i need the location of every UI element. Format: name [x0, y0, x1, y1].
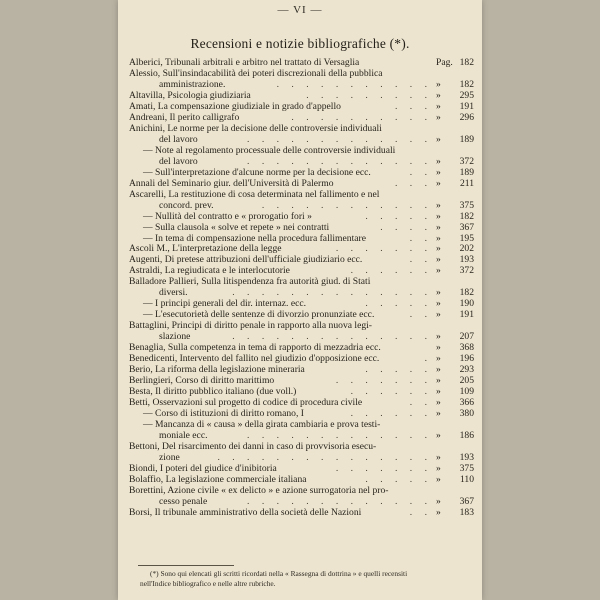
entry-text: — Mancanza di « causa » della girata cambiaria e prova testi- — [143, 418, 381, 430]
leader-dots: . . . . . . . . . . . — [276, 78, 432, 90]
entry-text: — I principi generali del dir. internaz. ecc. — [143, 298, 307, 310]
page-prefix: » — [436, 298, 441, 310]
page-ref-number: 193 — [459, 254, 474, 266]
page-ref-number: 367 — [459, 495, 474, 507]
entry-text: Alberici, Tribunali arbitrali e arbitro nel trattato di Versaglia — [129, 57, 360, 68]
leader-dots: . . — [409, 166, 432, 178]
index-entry-line — [129, 168, 474, 179]
page-prefix: » — [436, 473, 441, 485]
page-ref-number: 366 — [459, 397, 474, 409]
page-prefix: » — [436, 232, 441, 244]
entry-text: Augenti, Di pretese attribuzioni dell'ufficiale giudiziario ecc. — [129, 254, 363, 266]
page-ref-number: 196 — [459, 353, 474, 365]
entry-text: Bolaffio, La legislazione commerciale italiana — [129, 473, 307, 485]
leader-dots: . . . . . . . . . . . . . — [247, 133, 432, 145]
entry-text: Bettoni, Del risarcimento dei danni in caso di provvisoria esecu- — [129, 440, 377, 452]
page-prefix: » — [436, 254, 441, 266]
page-prefix: » — [436, 155, 441, 167]
entry-text: del lavoro — [159, 133, 198, 145]
page-ref-number: 183 — [459, 506, 474, 518]
entry-text: Alessio, Sull'insindacabilità dei poteri discrezionali della pubblica — [129, 67, 383, 79]
entry-text: Biondi, I poteri del giudice d'inibitoria — [129, 462, 277, 474]
page-ref-number: 205 — [459, 375, 474, 387]
leader-dots: . . . . . . — [350, 408, 432, 419]
entry-text: Borettini, Azione civile « ex delicto » e azione surrogatoria nel pro- — [129, 484, 389, 496]
leader-dots: . . . . . . . . . . . . . — [247, 429, 432, 441]
page-ref-number: 109 — [459, 386, 474, 398]
entry-text: Benedicenti, Intervento del fallito nel giudizio d'opposizione ecc. — [129, 353, 380, 365]
page-ref-number: 202 — [459, 243, 474, 255]
entry-text: del lavoro — [159, 155, 198, 167]
entry-text: Berlingieri, Corso di diritto marittimo — [129, 375, 275, 387]
entry-text: diversi. — [159, 287, 188, 299]
leader-dots: . . — [409, 254, 432, 266]
leader-dots: . . — [409, 506, 432, 518]
page-ref-number: 191 — [459, 100, 474, 112]
page-prefix: » — [436, 495, 441, 507]
entry-text: zione — [159, 451, 180, 463]
leader-dots: . . . — [395, 100, 432, 112]
page-ref-number: 193 — [459, 451, 474, 463]
page-prefix: » — [436, 386, 441, 398]
entry-text: Besta, Il diritto pubblico italiano (due voll.) — [129, 386, 297, 398]
page-ref-number: 375 — [459, 199, 474, 211]
leader-dots: . . . . . — [365, 364, 432, 376]
page-ref-number: 186 — [459, 429, 474, 441]
page-prefix: » — [436, 462, 441, 474]
entry-text: Benaglia, Sulla competenza in tema di rapporto di mezzadria ecc. — [129, 342, 381, 354]
page-prefix: » — [436, 397, 441, 409]
page-ref-number: 182 — [459, 57, 474, 68]
entry-text: Battaglini, Principi di diritto penale in rapporto alla nuova legi- — [129, 320, 372, 332]
entry-text: concord. prev. — [159, 199, 214, 211]
section-title: Recensioni e notizie bibliografiche (*). — [190, 36, 410, 51]
leader-dots: . . . . . . . . . . . . . — [247, 495, 432, 507]
page-ref-number: 367 — [459, 221, 474, 233]
leader-dots: . . . . . — [365, 210, 432, 222]
page-ref-number: 293 — [459, 364, 474, 376]
entry-text: Balladore Pallieri, Sulla litispendenza fra autorità giud. di Stati — [129, 276, 371, 288]
page-ref-number: 189 — [459, 166, 474, 178]
leader-dots: . . . . — [380, 221, 432, 233]
leader-dots: . . . . . . . — [335, 375, 432, 387]
leader-dots: . . . . . . — [350, 386, 432, 398]
page-ref-number: 195 — [459, 232, 474, 244]
leader-dots: . . . . . . . . . . . . . — [247, 155, 432, 167]
leader-dots: . — [424, 353, 432, 365]
entry-text: Ascarelli, La restituzione di cosa determinata nel fallimento e nel — [129, 188, 380, 200]
page-prefix: » — [436, 89, 441, 101]
entry-text: Anichini, Le norme per la decisione delle controversie individuali — [129, 122, 382, 134]
page-prefix: » — [436, 364, 441, 376]
entry-text: Altavilla, Psicologia giudiziaria — [129, 89, 251, 101]
page-prefix: » — [436, 287, 441, 299]
entry-text: amministrazione. — [159, 78, 226, 90]
page-prefix: Pag. — [436, 57, 453, 68]
index-entry-line — [129, 212, 474, 223]
page-prefix: » — [436, 309, 441, 321]
entry-text: Betti, Osservazioni sul progetto di codice di procedura civile — [129, 397, 363, 409]
page-prefix: » — [436, 210, 441, 222]
entry-text: Ascoli M., L'interpretazione della legge — [129, 243, 282, 255]
entry-text: Andreani, Il perito calligrafo — [129, 111, 240, 123]
bibliography-list — [129, 58, 474, 519]
leader-dots: . . . . . . . — [335, 462, 432, 474]
page-ref-number: 372 — [459, 265, 474, 277]
page-prefix: » — [436, 243, 441, 255]
entry-text: — In tema di compensazione nella procedura fallimentare — [143, 232, 366, 244]
page-ref-number: 375 — [459, 462, 474, 474]
leader-dots: . . . . . . . . . . . . . . — [232, 287, 432, 299]
leader-dots: . . — [409, 397, 432, 409]
page-prefix: » — [436, 166, 441, 178]
page-prefix: » — [436, 199, 441, 211]
entry-text: — L'esecutorietà delle sentenze di divorzio pronunziate ecc. — [143, 309, 375, 321]
page-ref-number: 211 — [459, 177, 474, 189]
page-prefix: » — [436, 353, 441, 365]
page-ref-number: 191 — [459, 309, 474, 321]
page-prefix: » — [436, 429, 441, 441]
page-prefix: » — [436, 451, 441, 463]
page-prefix: » — [436, 177, 441, 189]
entry-text: moniale ecc. — [159, 429, 208, 441]
entry-text: — Note al regolamento processuale delle controversie individuali — [143, 144, 396, 156]
page-ref-number: 296 — [459, 111, 474, 123]
page-ref-number: 110 — [459, 473, 474, 485]
entry-text: Berio, La riforma della legislazione mineraria — [129, 364, 305, 376]
page-number: — VI — — [277, 4, 323, 16]
page-prefix: » — [436, 331, 441, 343]
entry-text: Astraldi, La regiudicata e le interlocutorie — [129, 265, 290, 277]
page-prefix: » — [436, 78, 441, 90]
page-prefix: » — [436, 265, 441, 277]
index-entry-line — [129, 201, 474, 212]
leader-dots: . . . . . . . . . . — [291, 111, 432, 123]
page-ref-number: 372 — [459, 155, 474, 167]
index-entry-line — [129, 190, 474, 201]
leader-dots: . . . . . . . — [335, 243, 432, 255]
leader-dots: . . . . . . — [350, 265, 432, 277]
page-prefix: » — [436, 342, 441, 354]
entry-text: — Sull'interpretazione d'alcune norme per la decisione ecc. — [143, 166, 371, 178]
page-prefix: » — [436, 111, 441, 123]
page-ref-number: 207 — [459, 331, 474, 343]
index-entry-line — [129, 179, 474, 190]
entry-text: — Sulla clausola « solve et repete » nei contratti — [143, 221, 330, 233]
leader-dots: . . . . . . . . . . . . . . . — [217, 451, 432, 463]
entry-text: Amati, La compensazione giudiziale in grado d'appello — [129, 100, 341, 112]
leader-dots: . . . . . . . . . — [306, 89, 432, 101]
index-entry-line — [129, 508, 474, 519]
page-ref-number: 368 — [459, 342, 474, 354]
page-prefix: » — [436, 100, 441, 112]
footnote — [140, 569, 470, 589]
page-ref-number: 190 — [459, 298, 474, 310]
footnote-line-2: nell'Indice bibliografico e nelle altre rubriche. — [140, 579, 276, 588]
page-prefix: » — [436, 506, 441, 518]
page-prefix: » — [436, 133, 441, 145]
page-ref-number: 380 — [459, 408, 474, 419]
page-ref-number: 295 — [459, 89, 474, 101]
entry-text: cesso penale — [159, 495, 208, 507]
leader-dots: . . — [409, 309, 432, 321]
page-prefix: » — [436, 408, 441, 419]
entry-text: — Nullità del contratto e « prorogatio fori » — [143, 210, 312, 222]
footnote-rule — [138, 565, 234, 566]
page-ref-number: 182 — [459, 78, 474, 90]
leader-dots: . . . . . — [365, 298, 432, 310]
entry-text: Annali del Seminario giur. dell'Università di Palermo — [129, 177, 334, 189]
leader-dots: . . — [409, 232, 432, 244]
leader-dots: . . . . . — [365, 473, 432, 485]
footnote-line-1: (*) Sono qui elencati gli scritti ricordati nella « Rassegna di dottrina » e quelli recensiti — [150, 569, 408, 578]
entry-text: Borsi, Il tribunale amministrativo della società delle Nazioni — [129, 506, 362, 518]
book-page — [118, 0, 482, 600]
leader-dots: . . . . . . . . . . . . . . — [232, 331, 432, 343]
entry-text: slazione — [159, 331, 191, 343]
page-ref-number: 182 — [459, 287, 474, 299]
index-entry-line — [129, 223, 474, 234]
page-ref-number: 189 — [459, 133, 474, 145]
leader-dots: . . . — [395, 177, 432, 189]
page-prefix: » — [436, 375, 441, 387]
entry-text: — Corso di istituzioni di diritto romano, I — [143, 408, 304, 419]
page-ref-number: 182 — [459, 210, 474, 222]
leader-dots: . . . . . . . . . . . . — [261, 199, 432, 211]
page-prefix: » — [436, 221, 441, 233]
